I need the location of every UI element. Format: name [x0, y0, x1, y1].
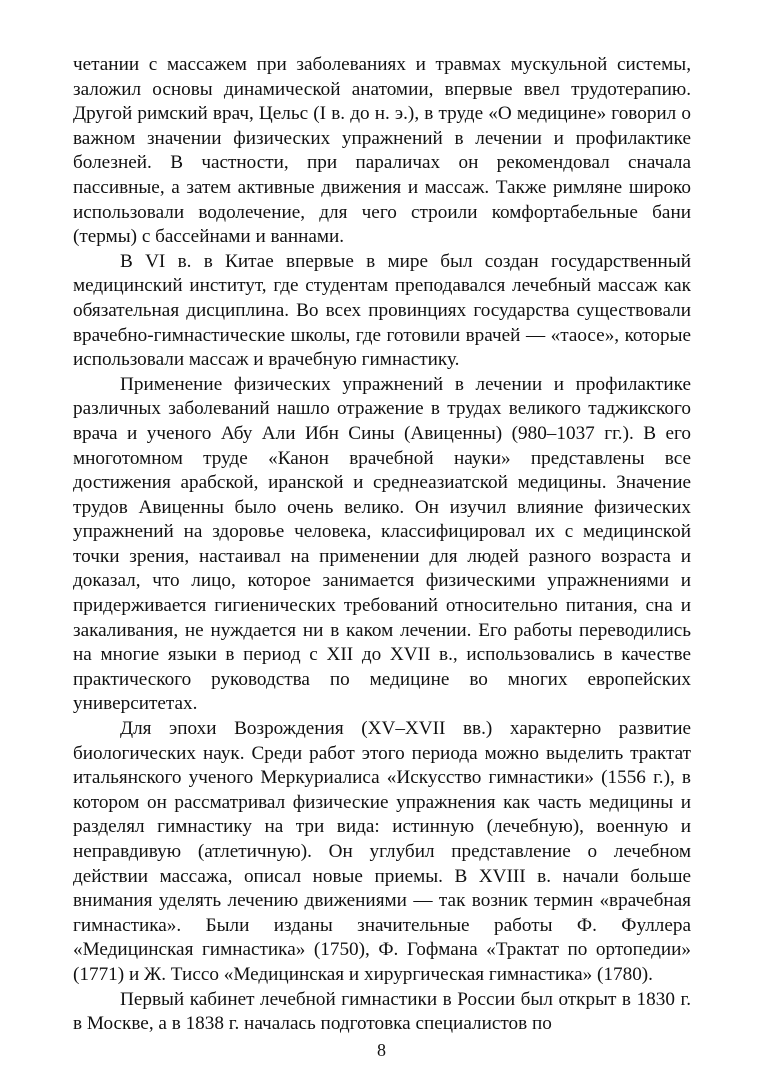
paragraph-china-institute: В VI в. в Китае впервые в мире был создан государственный медицинский институт, где студентам преподавался лечебный массаж как обязательная дисциплина. Во всех провинциях государства существовали врачебно-гимнастические школы, где готовили врачей — «таосе», которые использовали массаж и врачебную гимнастику. — [73, 250, 691, 371]
paragraph-renaissance: Для эпохи Возрождения (XV–XVII вв.) характерно развитие биологических наук. Среди работ этого периода можно выделить трактат итальянского ученого Меркуриалиса «Искусство гимнастики» (1556 г.), в котором он рассматривал физические упражнения как часть медицины и разделял гимнастику на три вида: истинную (лечебную), военную и неправдивую (атлетичную). Он углубил представление о лечебном действии массажа, описал новые приемы. В XVIII в. начали больше внимания уделять лечению движениями — так возник термин «врачебная гимнастика». Были изданы значительные работы Ф. Фуллера «Медицинская гимнастика» (1750), Ф. Гофмана «Трактат по ортопедии» (1771) и Ж. Тиссо «Медицинская и хирургическая гимнастика» (1780). — [73, 718, 691, 985]
paragraph-russia: Первый кабинет лечебной гимнастики в России был открыт в 1830 г. в Москве, а в 1838 г. началась подготовка специалистов по — [73, 988, 691, 1035]
paragraph-avicenna: Применение физических упражнений в лечении и профилактике различных заболеваний нашло отражение в трудах великого таджикского врача и ученого Абу Али Ибн Сины (Авиценны) (980–1037 гг.). В его многотомном труде «Канон врачебной науки» представлены все достижения арабской, иранской и среднеазиатской медицины. Значение трудов Авиценны было очень велико. Он изучил влияние физических упражнений на здоровье человека, классифицировал их с медицинской точки зрения, настаивал на применении для людей разного возраста и доказал, что лицо, которое занимается физическими упражнениями и придерживается гигиенических требований относительно питания, сна и закаливания, не нуждается ни в каком лечении. Его работы переводились на многие языки в период с XII до XVII в., использовались в качестве практического руководства по медицине во многих европейских университетах. — [73, 373, 691, 715]
body-text — [73, 53, 691, 1037]
page-number: 8 — [377, 1040, 386, 1060]
paragraph-continued: четании с массажем при заболеваниях и травмах мускульной системы, заложил основы динамической анатомии, впервые ввел трудотерапию. Другой римский врач, Цельс (I в. до н. э.), в труде «О медицине» говорил о важном значении физических упражнений в лечении и профилактике болезней. В частности, при параличах он рекомендовал сначала пассивные, а затем активные движения и массаж. Также римляне широко использовали водолечение, для чего строили комфортабельные бани (термы) с бассейнами и ваннами. — [73, 54, 691, 248]
